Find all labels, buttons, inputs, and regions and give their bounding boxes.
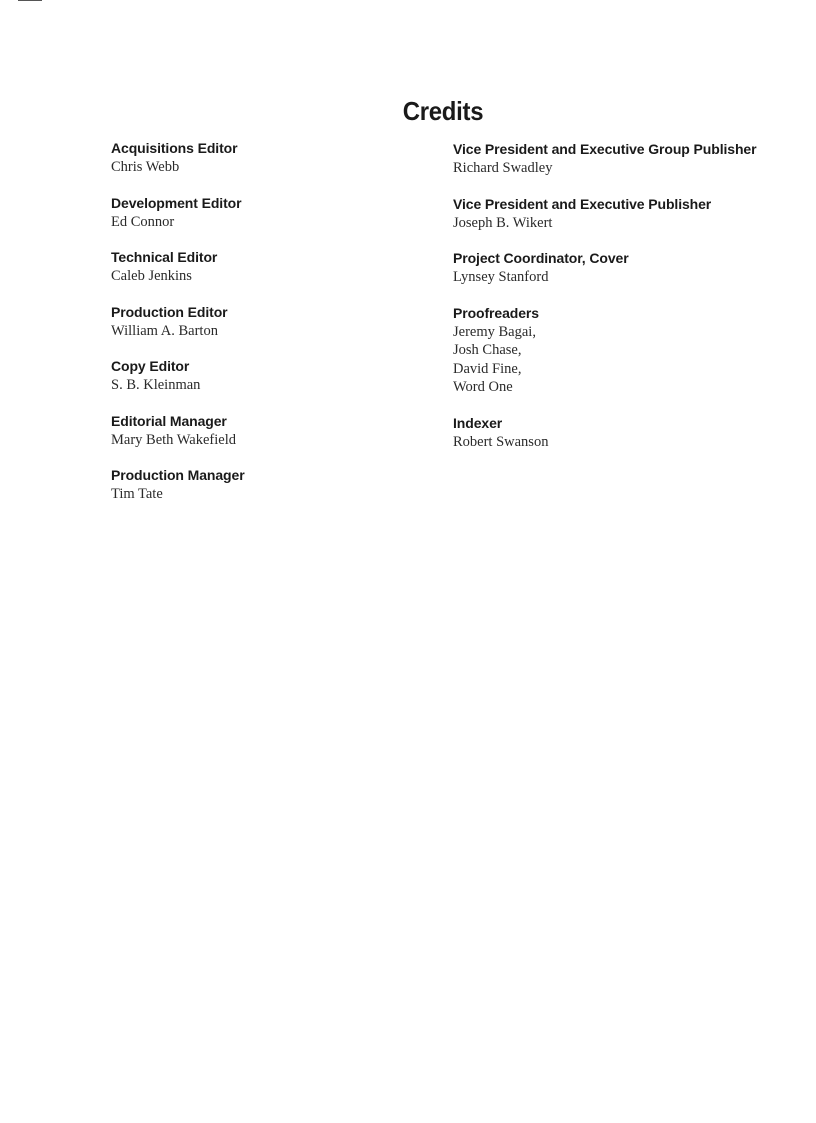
credit-names	[453, 214, 793, 233]
page-title: Credits	[402, 96, 484, 126]
credit-entry	[111, 357, 431, 395]
credit-names	[111, 322, 431, 341]
credit-role: Copy Editor	[111, 358, 190, 374]
credit-names	[111, 213, 431, 232]
credit-entry	[453, 249, 793, 287]
credit-role: Editorial Manager	[111, 412, 227, 429]
credit-name: Chris Webb	[111, 159, 180, 175]
credit-role: Vice President and Executive Group Publisher	[453, 141, 757, 157]
page-corner-mark	[18, 0, 42, 1]
credit-name: S. B. Kleinman	[111, 377, 201, 393]
credit-entry	[111, 194, 431, 232]
credit-role: Project Coordinator, Cover	[453, 250, 629, 266]
credit-name: Caleb Jenkins	[111, 268, 192, 284]
credit-name: Josh Chase,	[453, 342, 522, 358]
credit-role: Production Manager	[111, 467, 245, 483]
credit-names	[111, 485, 431, 504]
credit-entry	[453, 414, 793, 452]
credit-name: Richard Swadley	[453, 160, 553, 176]
credit-name: Word One	[453, 379, 513, 395]
credit-name: Ed Connor	[111, 213, 175, 230]
credits-right-column	[453, 140, 793, 468]
credit-names	[111, 431, 431, 450]
credit-names	[453, 323, 793, 397]
credit-name: Tim Tate	[111, 486, 163, 502]
credit-names	[111, 158, 431, 177]
credit-name: Robert Swanson	[453, 433, 549, 450]
credit-names	[453, 159, 793, 178]
credit-entry	[111, 139, 431, 177]
credit-name: Lynsey Stanford	[453, 269, 549, 285]
credit-names	[453, 433, 793, 452]
credit-names	[111, 376, 431, 395]
credit-name: William A. Barton	[111, 322, 218, 339]
credits-left-column	[111, 139, 431, 521]
credit-role: Vice President and Executive Publisher	[453, 195, 712, 212]
credit-role: Development Editor	[111, 194, 242, 211]
credit-name: David Fine,	[453, 360, 522, 377]
credit-role: Acquisitions Editor	[111, 140, 238, 156]
credit-names	[453, 268, 793, 287]
credit-entry	[111, 412, 431, 450]
credit-entry	[111, 466, 431, 504]
credit-name: Joseph B. Wikert	[453, 214, 553, 231]
credit-role: Technical Editor	[111, 249, 218, 265]
credit-entry	[453, 304, 793, 397]
credit-names	[111, 267, 431, 286]
credit-entry	[111, 303, 431, 341]
credit-role: Production Editor	[111, 303, 228, 320]
credit-entry	[453, 195, 793, 233]
credit-entry	[111, 248, 431, 286]
credit-name: Jeremy Bagai,	[453, 323, 536, 340]
credit-role: Indexer	[453, 414, 503, 431]
credit-entry	[453, 140, 793, 178]
credit-name: Mary Beth Wakefield	[111, 431, 236, 448]
credit-role: Proofreaders	[453, 304, 539, 321]
